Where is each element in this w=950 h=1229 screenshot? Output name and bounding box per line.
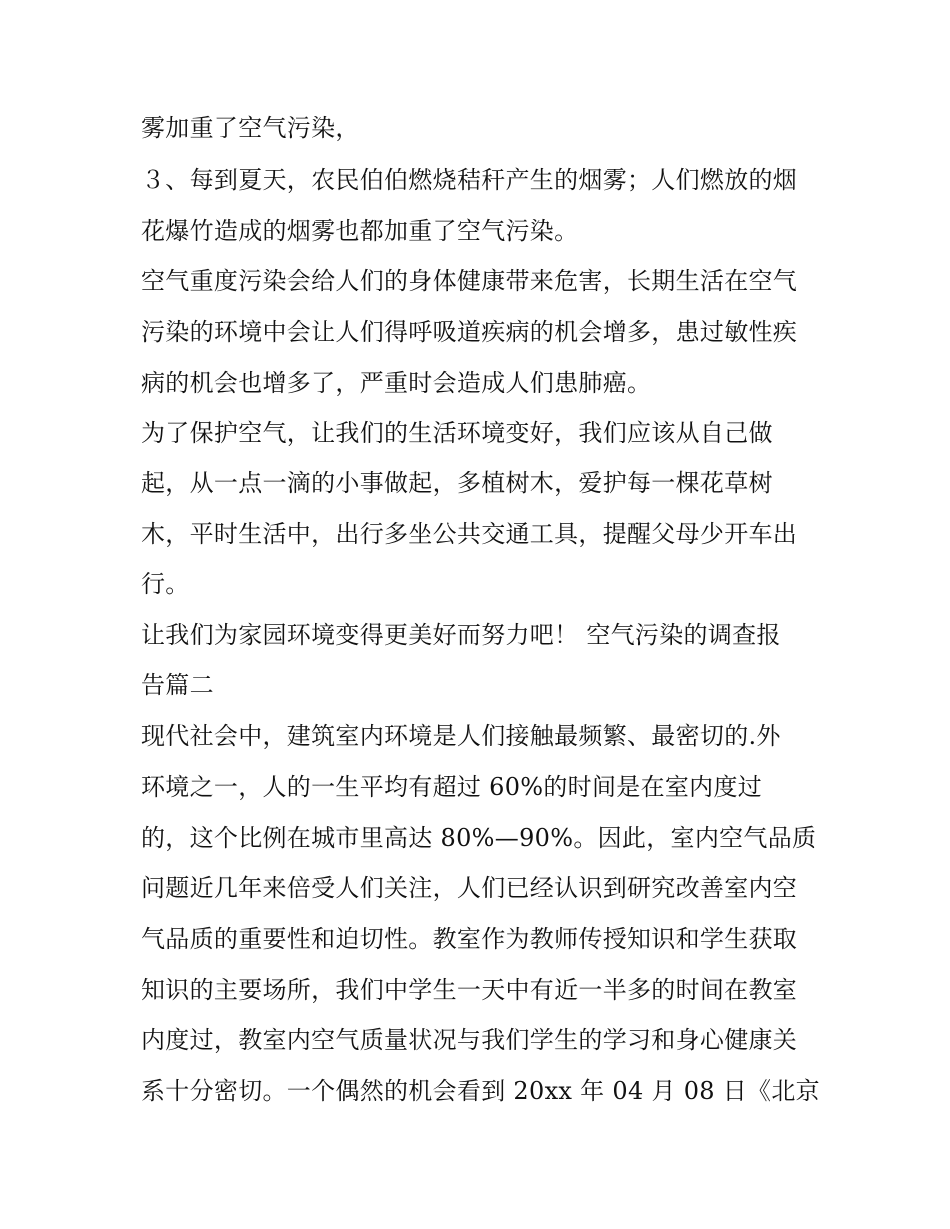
text-line: 让我们为家园环境变得更美好而努力吧！ 空气污染的调查报 bbox=[141, 621, 781, 649]
text-line: 污染的环境中会让人们得呼吸道疾病的机会增多，患过敏性疾 bbox=[141, 318, 798, 346]
text-line: 知识的主要场所，我们中学生一天中有近一半多的时间在教室 bbox=[141, 976, 798, 1004]
text-line: 雾加重了空气污染， bbox=[141, 114, 360, 142]
text-line: 现代社会中，建筑室内环境是人们接触最频繁、最密切的.外 bbox=[141, 722, 781, 750]
text-line: 木，平时生活中，出行多坐公共交通工具，提醒父母少开车出 bbox=[141, 520, 798, 548]
text-line: 告篇二 bbox=[141, 671, 214, 699]
text-line: 为了保护空气，让我们的生活环境变好，我们应该从自己做 bbox=[141, 419, 773, 447]
text-line: 气品质的重要性和迫切性。教室作为教师传授知识和学生获取 bbox=[141, 925, 798, 953]
text-line: 内度过，教室内空气质量状况与我们学生的学习和身心健康关 bbox=[141, 1026, 798, 1054]
text-line: 空气重度污染会给人们的身体健康带来危害，长期生活在空气 bbox=[141, 267, 798, 295]
text-line: 的，这个比例在城市里高达 80%—90%。因此，室内空气品质 bbox=[141, 824, 817, 852]
text-line: 病的机会也增多了，严重时会造成人们患肺癌。 bbox=[141, 369, 652, 397]
text-line: 系十分密切。一个偶然的机会看到 20xx 年 04 月 08 日《北京 bbox=[141, 1077, 820, 1105]
text-line: 起，从一点一滴的小事做起，多植树木，爱护每一棵花草树 bbox=[141, 469, 773, 497]
text-line: ３、每到夏天，农民伯伯燃烧秸秆产生的烟雾；人们燃放的烟 bbox=[141, 166, 798, 194]
text-line: 环境之一，人的一生平均有超过 60%的时间是在室内度过 bbox=[141, 773, 763, 801]
text-line: 行。 bbox=[141, 570, 190, 598]
text-line: 问题近几年来倍受人们关注，人们已经认识到研究改善室内空 bbox=[141, 874, 798, 902]
text-line: 花爆竹造成的烟雾也都加重了空气污染。 bbox=[141, 217, 579, 245]
